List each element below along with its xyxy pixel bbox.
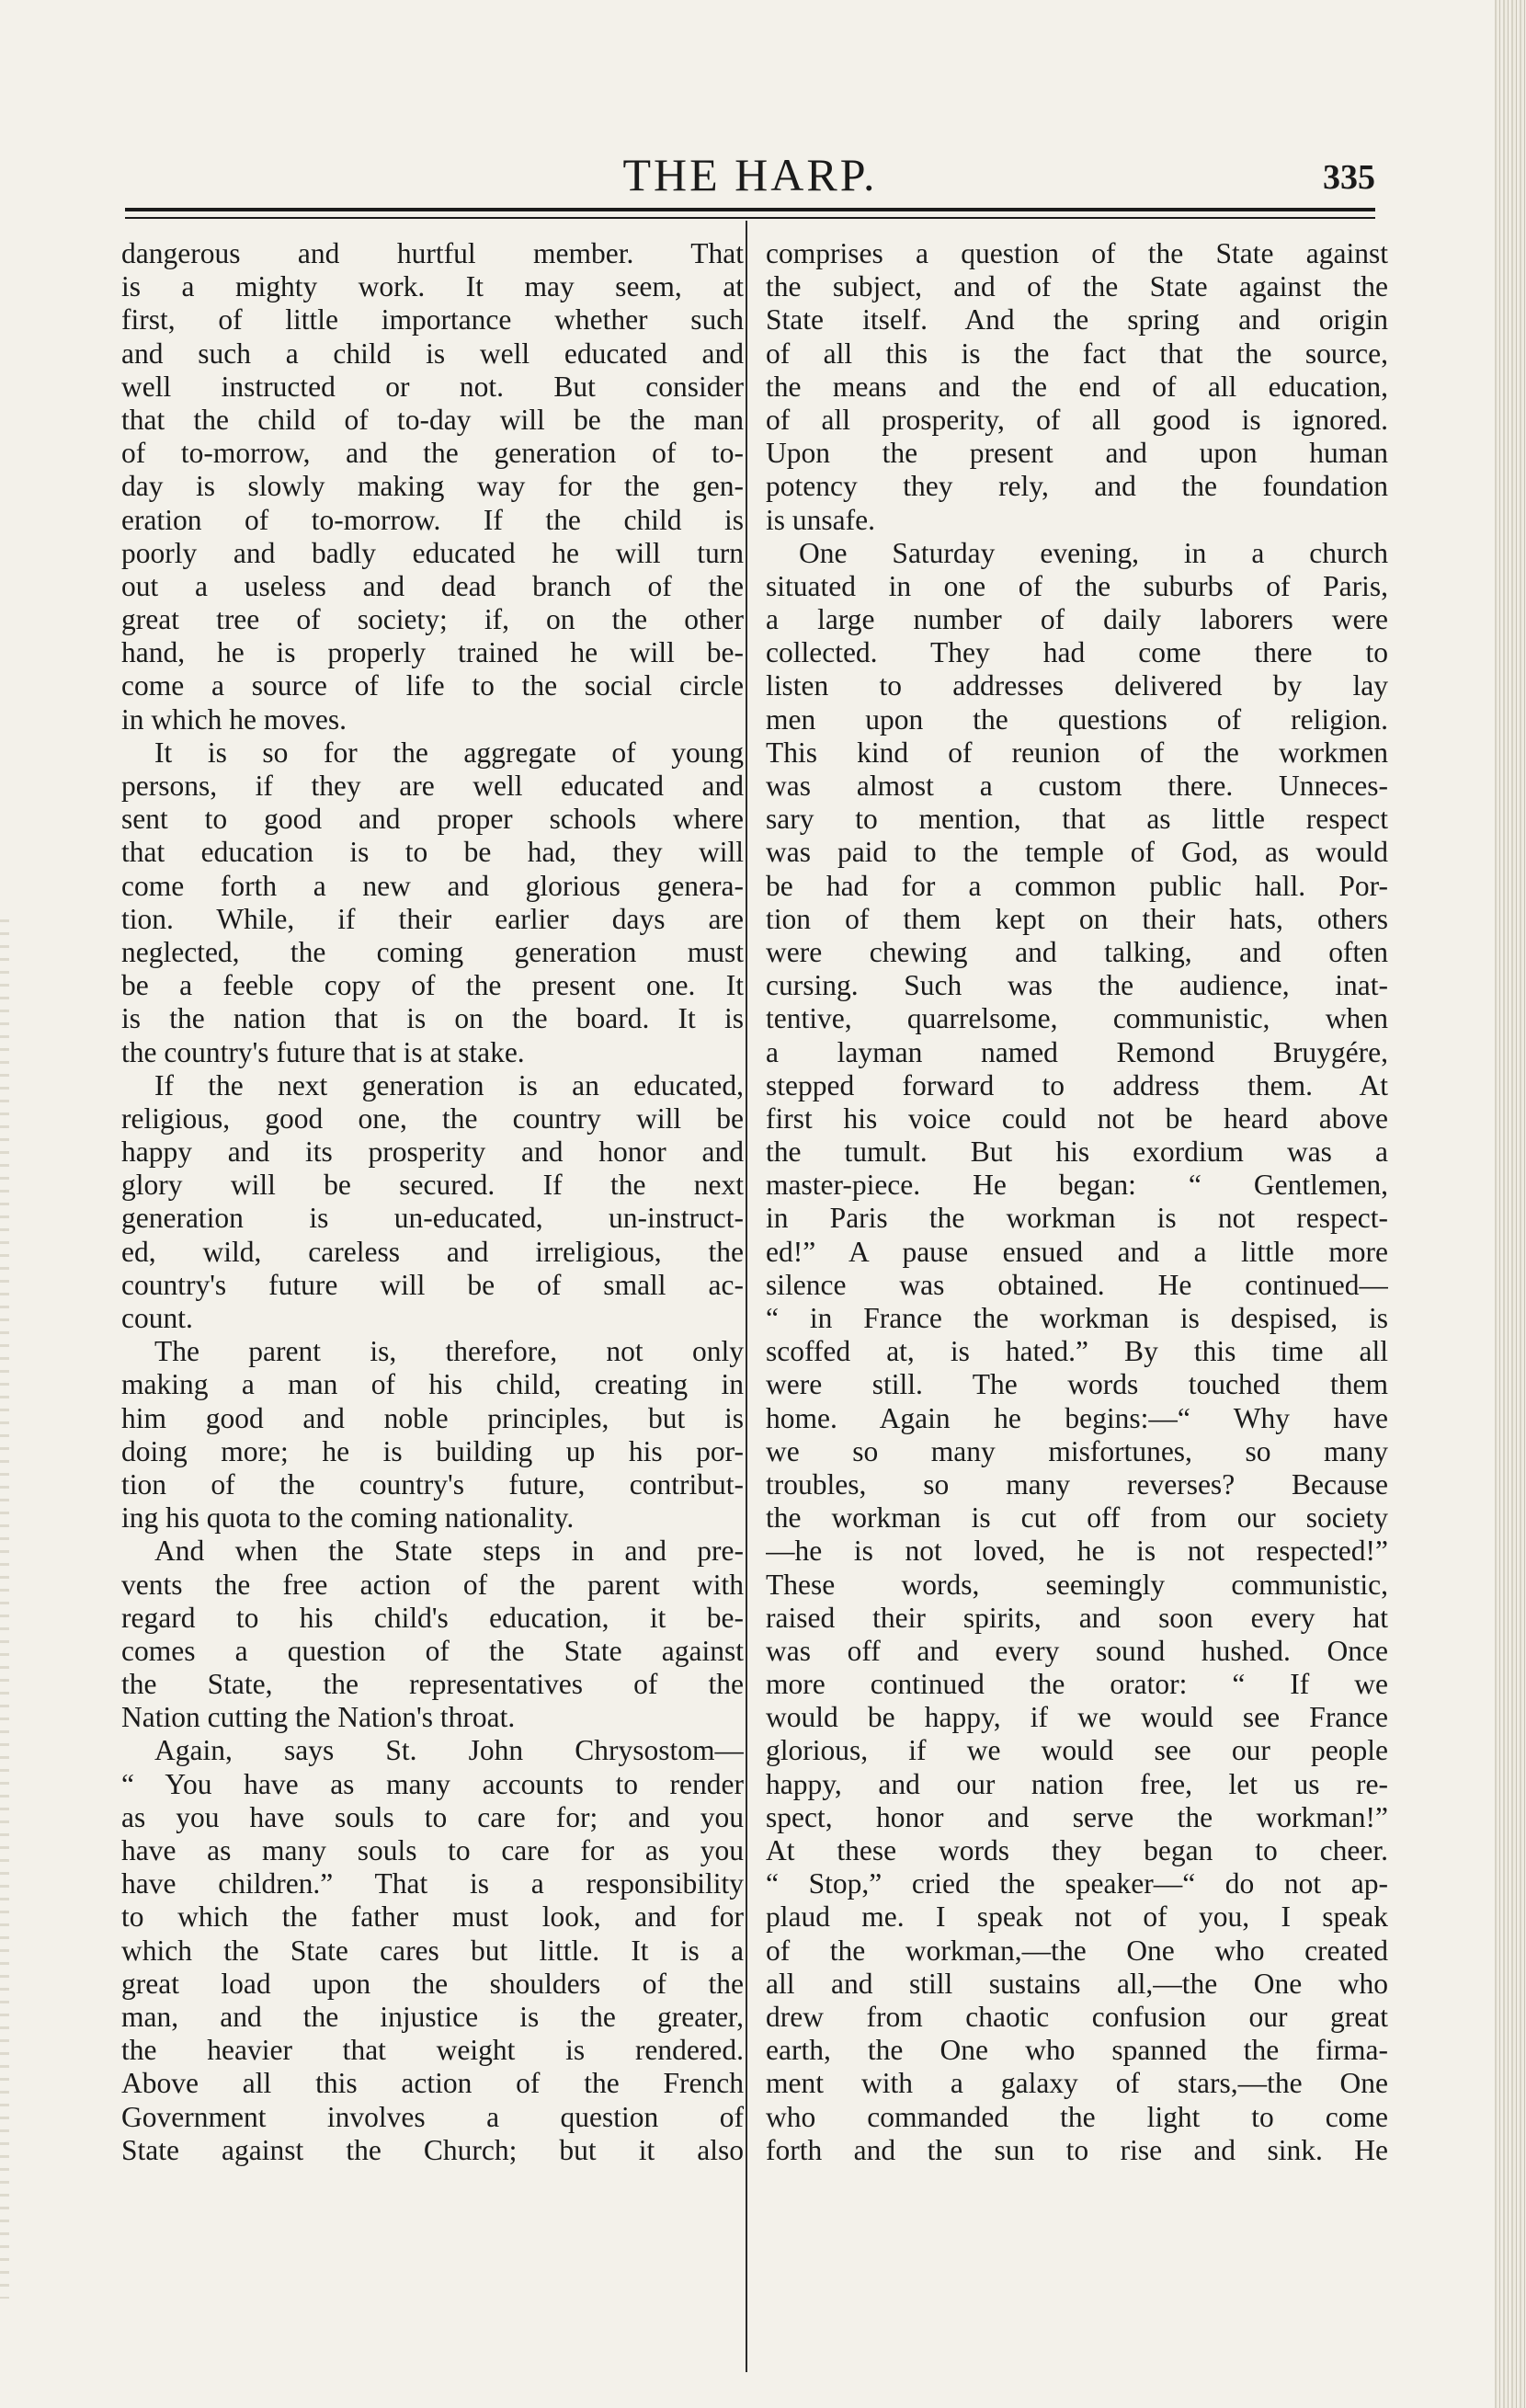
text-line: “ Stop,” cried the speaker—“ do not ap- xyxy=(766,1867,1388,1900)
text-line: making a man of his child, creating in xyxy=(121,1368,744,1401)
text-line: of to-morrow, and the generation of to- xyxy=(121,437,744,470)
text-line: ment with a galaxy of stars,—the One xyxy=(766,2067,1388,2100)
text-line: of the workman,—the One who created xyxy=(766,1934,1388,1967)
text-line: regard to his child's education, it be- xyxy=(121,1601,744,1634)
text-line: the means and the end of all education, xyxy=(766,370,1388,403)
text-line: is unsafe. xyxy=(766,503,875,536)
text-line: the State, the representatives of the xyxy=(121,1668,744,1701)
text-line: was almost a custom there. Unneces- xyxy=(766,770,1388,802)
text-line: home. Again he begins:—“ Why have xyxy=(766,1401,1388,1434)
text-line: first, of little importance whether such xyxy=(121,303,744,337)
text-line: a large number of daily laborers were xyxy=(766,603,1388,636)
text-line: tion. While, if their earlier days are xyxy=(121,902,744,935)
text-line: It is so for the aggregate of young xyxy=(154,736,744,769)
text-line: out a useless and dead branch of the xyxy=(121,569,744,602)
text-line: of all prosperity, of all good is ignored. xyxy=(766,403,1388,436)
text-line: tion of the country's future, contribut- xyxy=(121,1467,744,1501)
text-line: in Paris the workman is not respect- xyxy=(766,1202,1388,1235)
text-line: to which the father must look, and for xyxy=(121,1900,744,1934)
text-line: earth, the One who spanned the firma- xyxy=(766,2034,1388,2067)
text-line: Above all this action of the French xyxy=(121,2067,744,2100)
text-line: comes a question of the State against xyxy=(121,1634,744,1667)
text-line: At these words they began to cheer. xyxy=(766,1834,1388,1866)
page-edge-right xyxy=(1495,0,1526,2408)
text-line: And when the State steps in and pre- xyxy=(154,1535,744,1568)
text-line: poorly and badly educated he will turn xyxy=(121,536,744,569)
text-line: the workman is cut off from our society xyxy=(766,1501,1388,1535)
text-line: come a source of life to the social circle xyxy=(121,669,744,702)
text-line: happy and its prosperity and honor and xyxy=(121,1136,744,1169)
text-line: One Saturday evening, in a church xyxy=(799,536,1388,569)
text-line: spect, honor and serve the workman!” xyxy=(766,1800,1388,1833)
right-column xyxy=(766,237,1388,2167)
text-line: neglected, the coming generation must xyxy=(121,935,744,968)
text-line: and such a child is well educated and xyxy=(121,337,744,370)
text-line: of all this is the fact that the source, xyxy=(766,337,1388,370)
text-line: sent to good and proper schools where xyxy=(121,803,744,836)
text-line: raised their spirits, and soon every hat xyxy=(766,1601,1388,1634)
text-line: great load upon the shoulders of the xyxy=(121,1967,744,2000)
text-line: is the nation that is on the board. It is xyxy=(121,1002,744,1035)
text-line: a layman named Remond Bruygére, xyxy=(766,1035,1388,1068)
text-line: that education is to be had, they will xyxy=(121,836,744,869)
text-line: drew from chaotic confusion our great xyxy=(766,2000,1388,2033)
text-line: Again, says St. John Chrysostom— xyxy=(154,1734,744,1767)
text-line: first his voice could not be heard above xyxy=(766,1101,1388,1135)
text-line: as you have souls to care for; and you xyxy=(121,1800,744,1833)
text-line: day is slowly making way for the gen- xyxy=(121,470,744,503)
text-line: eration of to-morrow. If the child is xyxy=(121,503,744,536)
text-line: —he is not loved, he is not respected!” xyxy=(766,1535,1388,1568)
text-line: country's future will be of small ac- xyxy=(121,1268,744,1301)
text-line: glorious, if we would see our people xyxy=(766,1734,1388,1767)
text-line: come forth a new and glorious genera- xyxy=(121,869,744,902)
header-rule-thick xyxy=(125,208,1375,211)
text-line: tentive, quarrelsome, communistic, when xyxy=(766,1002,1388,1035)
text-line: be a feeble copy of the present one. It xyxy=(121,969,744,1002)
text-line: If the next generation is an educated, xyxy=(154,1068,744,1101)
text-line: the tumult. But his exordium was a xyxy=(766,1136,1388,1169)
text-line: was off and every sound hushed. Once xyxy=(766,1634,1388,1667)
text-line: vents the free action of the parent with xyxy=(121,1568,744,1601)
text-line: would be happy, if we would see France xyxy=(766,1701,1388,1734)
text-line: the country's future that is at stake. xyxy=(121,1035,525,1068)
text-line: State itself. And the spring and origin xyxy=(766,303,1388,337)
text-line: have children.” That is a responsibility xyxy=(121,1867,744,1900)
text-line: persons, if they are well educated and xyxy=(121,770,744,802)
text-line: men upon the questions of religion. xyxy=(766,702,1388,736)
text-line: count. xyxy=(121,1302,193,1334)
page-edge-left xyxy=(0,919,9,2299)
text-line: situated in one of the suburbs of Paris, xyxy=(766,569,1388,602)
text-line: hand, he is properly trained he will be- xyxy=(121,636,744,669)
text-line: ing his quota to the coming nationality. xyxy=(121,1501,575,1535)
text-line: more continued the orator: “ If we xyxy=(766,1668,1388,1701)
text-line: was paid to the temple of God, as would xyxy=(766,836,1388,869)
text-line: have as many souls to care for as you xyxy=(121,1834,744,1866)
text-line: religious, good one, the country will be xyxy=(121,1101,744,1135)
text-line: comprises a question of the State against xyxy=(766,237,1388,269)
text-line: These words, seemingly communistic, xyxy=(766,1568,1388,1601)
text-line: be had for a common public hall. Por- xyxy=(766,869,1388,902)
page-number: 335 xyxy=(1323,158,1375,197)
text-line: “ You have as many accounts to render xyxy=(121,1767,744,1800)
text-line: State against the Church; but it also xyxy=(121,2133,744,2166)
text-line: Government involves a question of xyxy=(121,2100,744,2133)
text-line: dangerous and hurtful member. That xyxy=(121,237,744,269)
text-line: generation is un-educated, un-instruct- xyxy=(121,1202,744,1235)
text-line: sary to mention, that as little respect xyxy=(766,803,1388,836)
left-column xyxy=(121,237,744,2167)
text-line: glory will be secured. If the next xyxy=(121,1169,744,1202)
text-line: tion of them kept on their hats, others xyxy=(766,902,1388,935)
text-line: the heavier that weight is rendered. xyxy=(121,2034,744,2067)
page-header xyxy=(125,147,1375,202)
text-line: stepped forward to address them. At xyxy=(766,1068,1388,1101)
text-line: well instructed or not. But consider xyxy=(121,370,744,403)
text-line: forth and the sun to rise and sink. He xyxy=(766,2133,1388,2166)
text-line: master-piece. He began: “ Gentlemen, xyxy=(766,1169,1388,1202)
text-line: Nation cutting the Nation's throat. xyxy=(121,1701,516,1734)
text-line: which the State cares but little. It is a xyxy=(121,1934,744,1967)
text-line: happy, and our nation free, let us re- xyxy=(766,1767,1388,1800)
text-line: is a mighty work. It may seem, at xyxy=(121,270,744,303)
text-line: troubles, so many reverses? Because xyxy=(766,1467,1388,1501)
text-line: plaud me. I speak not of you, I speak xyxy=(766,1900,1388,1934)
text-line: that the child of to-day will be the man xyxy=(121,403,744,436)
text-line: ed!” A pause ensued and a little more xyxy=(766,1235,1388,1268)
header-rule-thin xyxy=(125,217,1375,219)
text-line: the subject, and of the State against the xyxy=(766,270,1388,303)
text-line: scoffed at, is hated.” By this time all xyxy=(766,1335,1388,1368)
text-line: all and still sustains all,—the One who xyxy=(766,1967,1388,2000)
text-line: who commanded the light to come xyxy=(766,2100,1388,2133)
column-divider xyxy=(746,221,747,2372)
text-line: man, and the injustice is the greater, xyxy=(121,2000,744,2033)
text-line: The parent is, therefore, not only xyxy=(154,1335,744,1368)
text-line: we so many misfortunes, so many xyxy=(766,1434,1388,1467)
text-line: were still. The words touched them xyxy=(766,1368,1388,1401)
text-line: great tree of society; if, on the other xyxy=(121,603,744,636)
text-line: potency they rely, and the foundation xyxy=(766,470,1388,503)
text-line: him good and noble principles, but is xyxy=(121,1401,744,1434)
text-line: listen to addresses delivered by lay xyxy=(766,669,1388,702)
text-line: silence was obtained. He continued— xyxy=(766,1268,1388,1301)
text-line: were chewing and talking, and often xyxy=(766,935,1388,968)
text-line: ed, wild, careless and irreligious, the xyxy=(121,1235,744,1268)
text-line: collected. They had come there to xyxy=(766,636,1388,669)
text-line: cursing. Such was the audience, inat- xyxy=(766,969,1388,1002)
text-line: in which he moves. xyxy=(121,702,347,736)
publication-title: THE HARP. xyxy=(622,149,878,200)
text-line: Upon the present and upon human xyxy=(766,437,1388,470)
text-line: doing more; he is building up his por- xyxy=(121,1434,744,1467)
text-line: “ in France the workman is despised, is xyxy=(766,1302,1388,1334)
text-line: This kind of reunion of the workmen xyxy=(766,736,1388,769)
